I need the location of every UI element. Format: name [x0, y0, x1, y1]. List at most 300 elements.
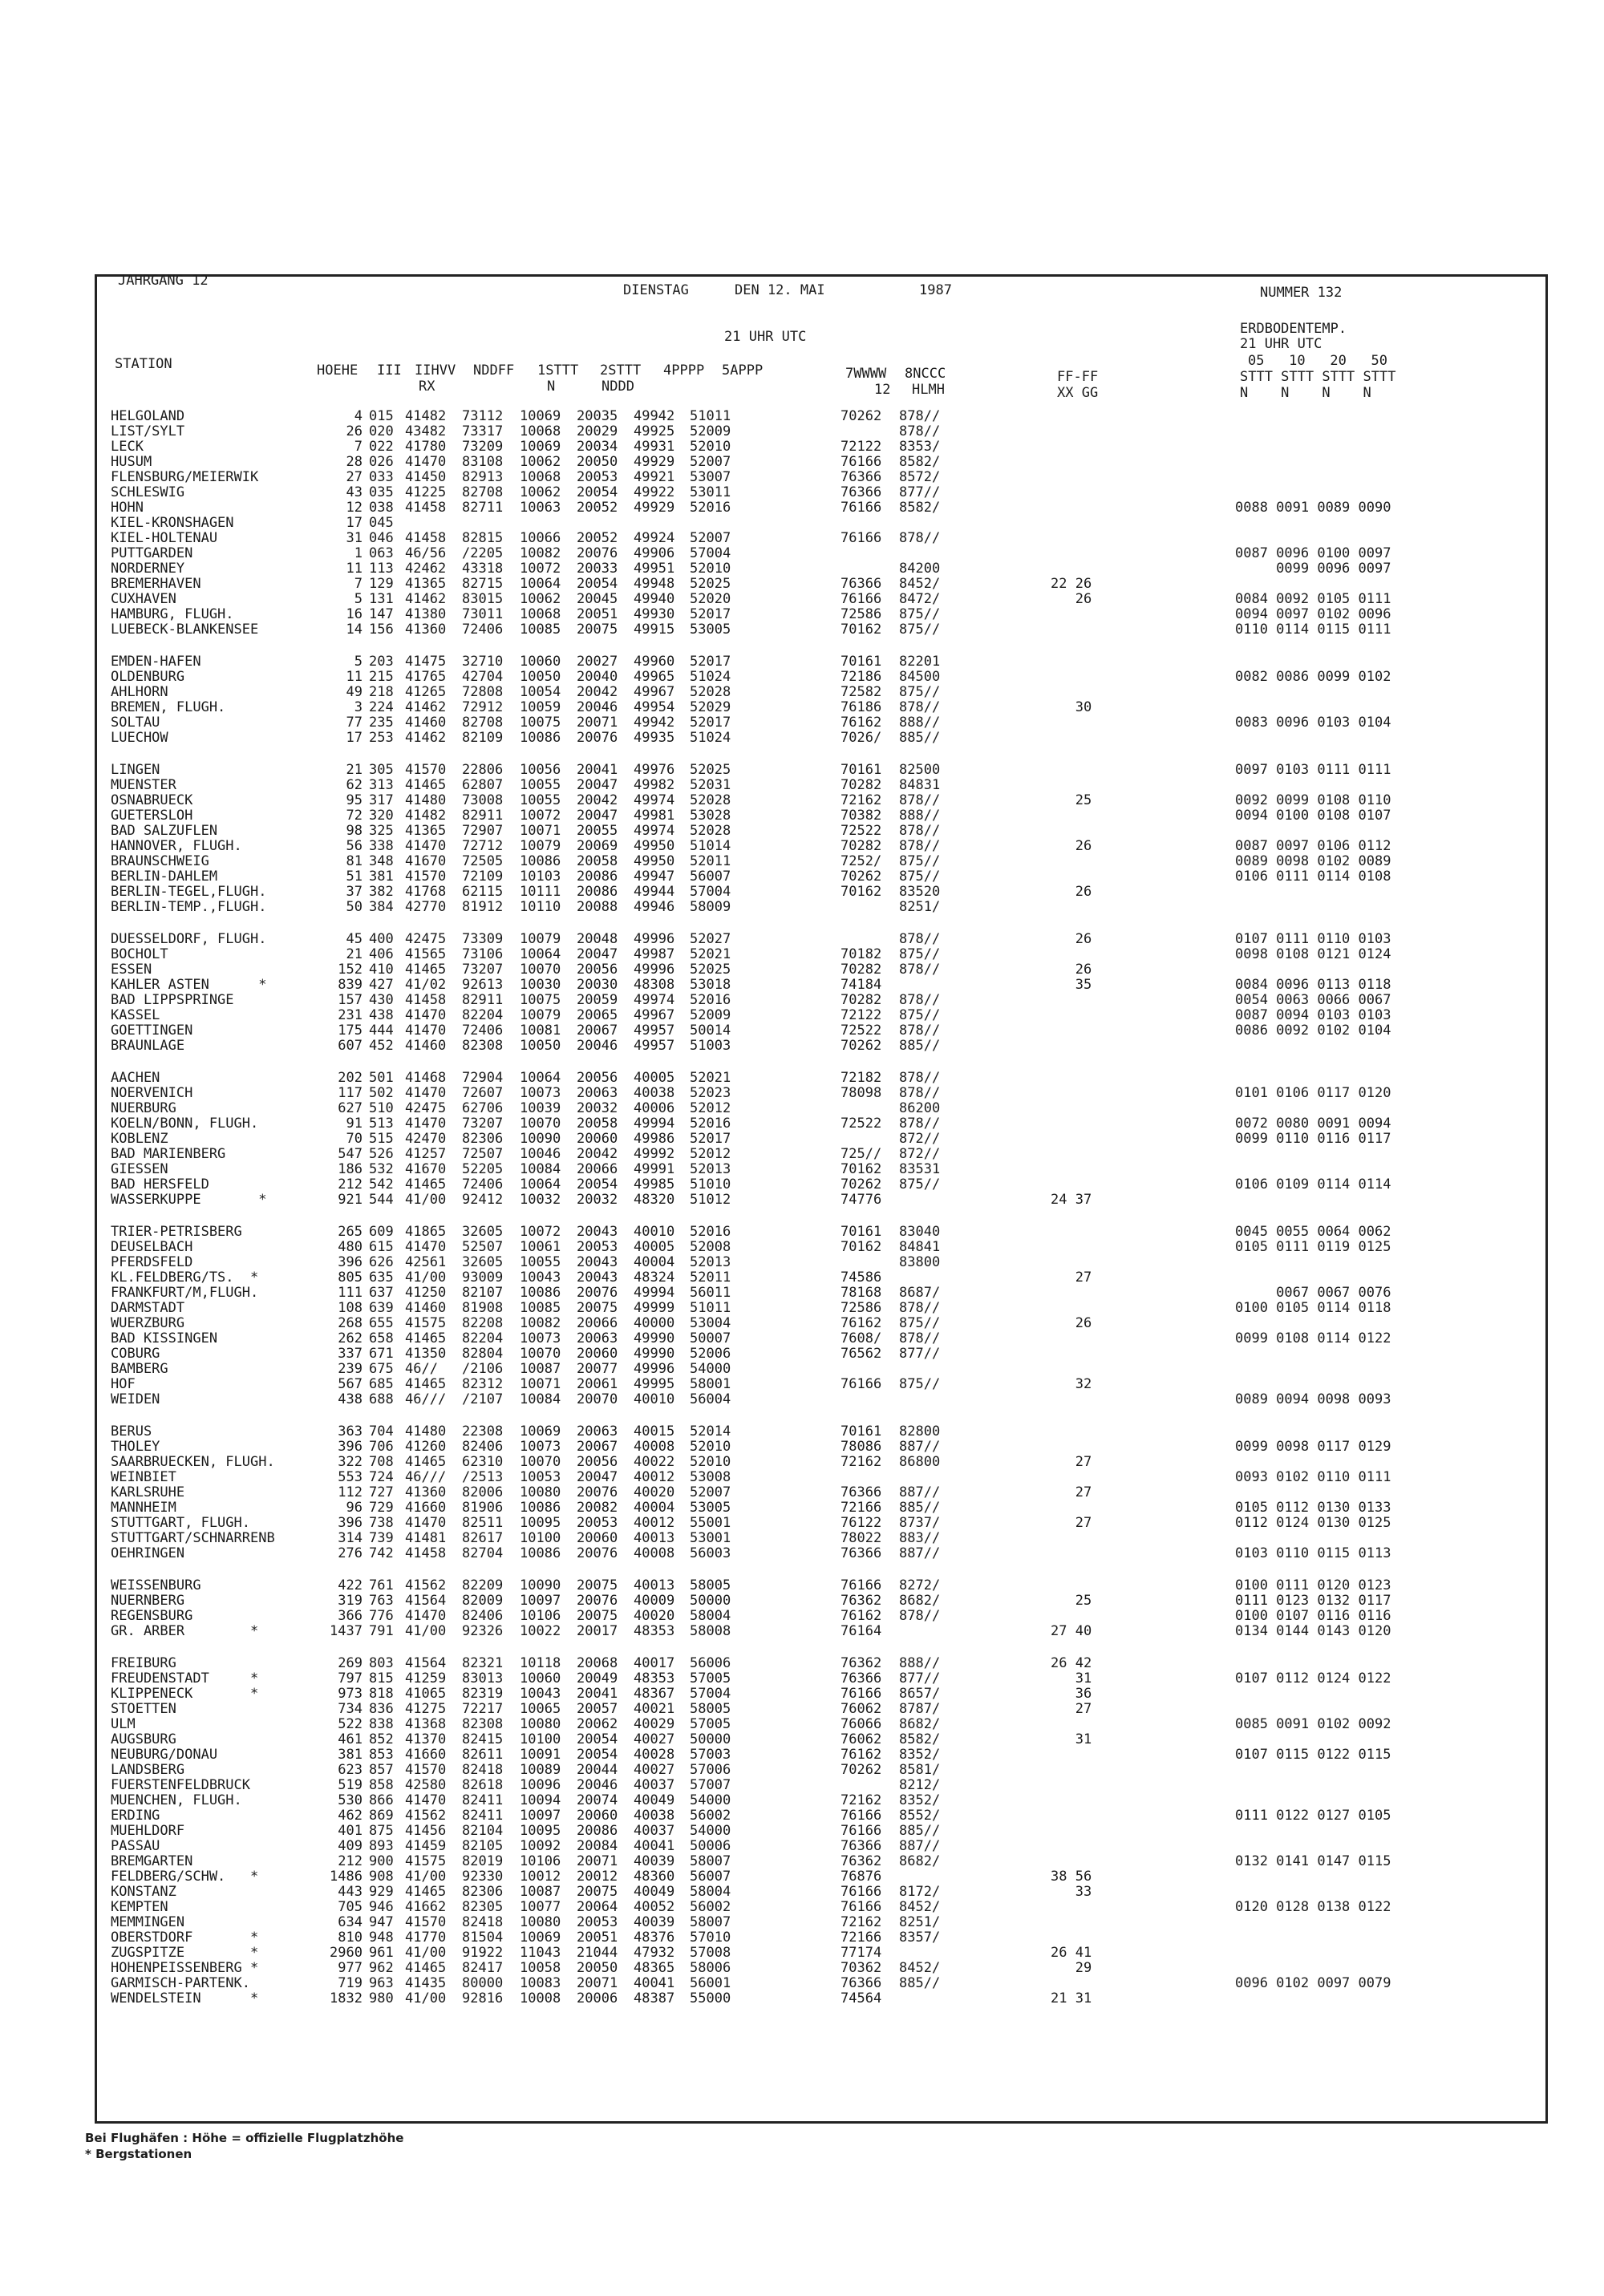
table-cell [1051, 715, 1092, 731]
table-cell: 76166 [840, 1899, 882, 1915]
table-cell: 22 26 [1051, 576, 1092, 592]
table-cell: 10079 [520, 1007, 561, 1023]
table-cell: 50000 [690, 1593, 731, 1609]
table-cell: 50 [346, 899, 363, 915]
table-cell [840, 424, 881, 439]
table-cell: 74564 [840, 1990, 882, 2006]
table-cell: 381 [338, 1747, 363, 1763]
table-cell [1051, 1609, 1092, 1624]
station-name: FRANKFURT/M,FLUGH. [111, 1285, 259, 1301]
table-cell [899, 1392, 940, 1407]
table-cell: 52028 [690, 792, 731, 808]
table-cell: 10089 [520, 1762, 561, 1778]
table-cell: 20076 [577, 730, 618, 746]
table-cell: 49942 [634, 408, 675, 424]
table-cell: 83040 [899, 1224, 941, 1240]
table-cell: 49948 [634, 576, 675, 592]
col-7wwww: 7WWWW [845, 366, 887, 382]
table-cell: 462 [338, 1808, 363, 1824]
table-cell: 73011 [462, 606, 504, 622]
table-cell [1051, 1147, 1092, 1162]
table-cell: 49967 [634, 684, 675, 700]
table-cell [1235, 1362, 1391, 1377]
year-label: JAHRGANG 12 [118, 273, 209, 289]
table-cell: 41380 [405, 606, 447, 622]
table-cell: 10039 [520, 1100, 561, 1116]
table-cell: 41575 [405, 1315, 447, 1331]
table-cell: 51003 [690, 1038, 731, 1054]
table-cell: 20076 [577, 1545, 618, 1561]
table-cell: 49960 [634, 654, 675, 670]
table-cell: 0089 0094 0098 0093 [1235, 1391, 1391, 1407]
table-cell: 74184 [840, 977, 882, 993]
table-cell: 41470 [405, 1608, 447, 1624]
station-name: KLIPPENECK * [111, 1686, 259, 1702]
table-cell: 8251/ [899, 1914, 941, 1930]
table-cell: 567 [338, 1376, 363, 1392]
table-cell: 10050 [520, 1038, 561, 1054]
table-cell: 82105 [462, 1838, 504, 1854]
table-cell: 82704 [462, 1545, 504, 1561]
table-cell: 40000 [634, 1315, 675, 1331]
station-name: WASSERKUPPE * [111, 1192, 267, 1208]
table-cell: 40052 [634, 1899, 675, 1915]
table-cell [1235, 1991, 1391, 2006]
table-cell [1235, 1162, 1391, 1177]
table-cell: 10069 [520, 439, 561, 455]
table-cell: 320 [369, 808, 394, 824]
table-cell: 82321 [462, 1655, 504, 1671]
table-cell [840, 1132, 881, 1147]
table-cell: 7 [354, 439, 363, 455]
table-cell: 212 [338, 1853, 363, 1869]
table-cell: 49992 [634, 1146, 675, 1162]
table-cell: 72162 [840, 1792, 882, 1808]
table-cell: 409 [338, 1838, 363, 1854]
table-cell: 8353/ [899, 439, 941, 455]
table-cell: 396 [338, 1439, 363, 1455]
table-cell: 72109 [462, 869, 504, 885]
table-cell: 77 [346, 715, 363, 731]
table-cell: 875// [899, 606, 941, 622]
table-cell: 52028 [690, 684, 731, 700]
table-cell: 348 [369, 853, 394, 869]
table-cell: 20068 [577, 1655, 618, 1671]
table-cell [899, 1869, 940, 1885]
table-cell: 70262 [840, 1038, 882, 1054]
table-cell: 82209 [462, 1577, 504, 1593]
station-name: KARLSRUHE [111, 1484, 185, 1500]
table-cell: 519 [338, 1777, 363, 1793]
table-cell: 40020 [634, 1484, 675, 1500]
table-cell: 70161 [840, 1224, 882, 1240]
table-cell: 20076 [577, 1593, 618, 1609]
table-cell: 10012 [520, 1869, 561, 1885]
table-cell: 49915 [634, 622, 675, 638]
table-cell: 878// [899, 1070, 941, 1086]
table-cell: 026 [369, 454, 394, 470]
table-cell: 57003 [690, 1747, 731, 1763]
table-cell: 10030 [520, 977, 561, 993]
table-cell: 10063 [520, 500, 561, 516]
table-cell: 20060 [577, 1808, 618, 1824]
table-cell: 82104 [462, 1823, 504, 1839]
table-cell [1051, 900, 1092, 915]
table-cell: 40029 [634, 1716, 675, 1732]
table-cell [520, 516, 561, 531]
table-cell: 52008 [690, 1239, 731, 1255]
table-cell: 42475 [405, 931, 447, 947]
table-cell: 20032 [577, 1100, 618, 1116]
table-cell: 72186 [840, 669, 882, 685]
table-cell: 41458 [405, 530, 447, 546]
table-cell: 0086 0092 0102 0104 [1235, 1022, 1391, 1039]
table-cell: 27 [1051, 1515, 1092, 1531]
table-cell: 53004 [690, 1315, 731, 1331]
table-cell: 20059 [577, 992, 618, 1008]
table-cell: 82006 [462, 1484, 504, 1500]
table-cell: 51014 [690, 838, 731, 854]
table-cell: 72712 [462, 838, 504, 854]
table-cell: 31 [1051, 1731, 1092, 1747]
table-cell: 84841 [899, 1239, 941, 1255]
station-name: KASSEL [111, 1007, 160, 1023]
table-cell: 41780 [405, 439, 447, 455]
table-cell [1051, 1546, 1092, 1561]
table-cell: 32710 [462, 654, 504, 670]
table-cell: 763 [369, 1593, 394, 1609]
table-cell: 10079 [520, 838, 561, 854]
footnote-mountain: * Bergstationen [85, 2147, 192, 2161]
table-cell: 70282 [840, 992, 882, 1008]
table-cell: 76366 [840, 1670, 882, 1687]
table-cell: 53011 [690, 484, 731, 500]
table-cell: 70262 [840, 869, 882, 885]
table-cell [1051, 485, 1092, 500]
table-cell: 10075 [520, 992, 561, 1008]
table-cell: 314 [338, 1530, 363, 1546]
table-cell: 49935 [634, 730, 675, 746]
table-cell [1235, 409, 1391, 424]
table-cell: 615 [369, 1239, 394, 1255]
table-cell: 52007 [690, 454, 731, 470]
table-cell: 41565 [405, 946, 447, 962]
table-cell [1051, 1470, 1092, 1485]
station-name: LUEBECK-BLANKENSEE [111, 622, 259, 638]
table-cell: 70262 [840, 408, 882, 424]
station-name: HELGOLAND [111, 408, 185, 424]
table-cell: 41470 [405, 1116, 447, 1132]
table-cell: 57005 [690, 1716, 731, 1732]
table-cell [1235, 1778, 1391, 1793]
table-cell: 84200 [899, 561, 941, 577]
issue-number: NUMMER 132 [1260, 285, 1343, 301]
table-cell: 10072 [520, 561, 561, 577]
table-cell: 113 [369, 561, 394, 577]
table-cell: 49930 [634, 606, 675, 622]
table-cell: 502 [369, 1085, 394, 1101]
table-cell: 74586 [840, 1269, 882, 1286]
table-cell: 501 [369, 1070, 394, 1086]
table-cell: 10073 [520, 1439, 561, 1455]
table-cell: 72912 [462, 699, 504, 715]
table-cell: 48353 [634, 1670, 675, 1687]
table-cell: 10091 [520, 1747, 561, 1763]
table-cell: 20051 [577, 606, 618, 622]
table-cell: 57004 [690, 1686, 731, 1702]
table-cell [1235, 1763, 1391, 1778]
table-cell: 20044 [577, 1762, 618, 1778]
table-cell: 76366 [840, 576, 882, 592]
table-cell: 48365 [634, 1960, 675, 1976]
table-cell: 10043 [520, 1686, 561, 1702]
table-cell: 41670 [405, 853, 447, 869]
table-cell: 40037 [634, 1777, 675, 1793]
table-cell: 317 [369, 792, 394, 808]
station-name: HANNOVER, FLUGH. [111, 838, 242, 854]
table-cell: 41435 [405, 1975, 447, 1991]
table-cell: 27 [1051, 1269, 1092, 1286]
table-cell: 92326 [462, 1623, 504, 1639]
table-cell [1235, 1377, 1391, 1392]
table-cell: 11 [346, 561, 363, 577]
table-cell: 53008 [690, 1469, 731, 1485]
table-cell: 41465 [405, 1884, 447, 1900]
table-cell: 0045 0055 0064 0062 [1235, 1224, 1391, 1240]
table-cell: 10083 [520, 1975, 561, 1991]
table-cell: 883// [899, 1530, 941, 1546]
table-cell: 41275 [405, 1701, 447, 1717]
table-cell: 8272/ [899, 1577, 941, 1593]
table-cell: 70282 [840, 838, 882, 854]
table-cell [1051, 685, 1092, 700]
table-cell: 443 [338, 1884, 363, 1900]
table-cell [1235, 824, 1391, 839]
table-cell [1051, 854, 1092, 869]
table-cell [690, 516, 731, 531]
table-cell: 81912 [462, 899, 504, 915]
table-cell: 8352/ [899, 1747, 941, 1763]
table-cell: 41465 [405, 777, 447, 793]
table-cell: 10086 [520, 730, 561, 746]
table-cell [1051, 1346, 1092, 1362]
table-cell: 878// [899, 699, 941, 715]
station-name: COBURG [111, 1346, 160, 1362]
table-cell: 52017 [690, 1131, 731, 1147]
table-cell: 265 [338, 1224, 363, 1240]
table-cell: 0089 0098 0102 0089 [1235, 853, 1391, 869]
station-name: FREIBURG [111, 1655, 176, 1671]
table-cell: 20041 [577, 762, 618, 778]
table-cell: 10111 [520, 884, 561, 900]
table-cell: 32 [1051, 1376, 1092, 1392]
table-cell: 10069 [520, 1423, 561, 1440]
table-cell: 51012 [690, 1192, 731, 1208]
table-cell: 10058 [520, 1960, 561, 1976]
table-cell: 53028 [690, 808, 731, 824]
table-cell: 41459 [405, 1838, 447, 1854]
station-name: SOLTAU [111, 715, 160, 731]
station-name: OSNABRUECK [111, 792, 193, 808]
table-cell: 0094 0097 0102 0096 [1235, 606, 1391, 622]
table-cell: 41770 [405, 1930, 447, 1946]
table-cell: 26 [1051, 884, 1092, 900]
table-cell: 20056 [577, 1454, 618, 1470]
table-cell: 885// [899, 1823, 941, 1839]
table-cell: 41462 [405, 730, 447, 746]
table-cell: 41265 [405, 684, 447, 700]
table-cell: 21044 [577, 1945, 618, 1961]
table-cell: 946 [369, 1899, 394, 1915]
table-cell: 49987 [634, 946, 675, 962]
station-name: KEMPTEN [111, 1899, 168, 1915]
table-cell: 82201 [899, 654, 941, 670]
table-cell: 86800 [899, 1454, 941, 1470]
col-iii: III [377, 362, 402, 379]
table-cell: 41/02 [405, 977, 447, 993]
col-7wwww-sub: 12 [874, 382, 891, 398]
table-cell: 40012 [634, 1469, 675, 1485]
table-cell: 82406 [462, 1439, 504, 1455]
table-cell: 73106 [462, 946, 504, 962]
table-cell: 49950 [634, 853, 675, 869]
table-cell: 76062 [840, 1701, 882, 1717]
table-cell: 27 40 [1051, 1623, 1092, 1639]
table-cell: 10043 [520, 1269, 561, 1286]
table-cell: 76062 [840, 1731, 882, 1747]
station-name: BREMERHAVEN [111, 576, 201, 592]
table-cell: 8172/ [899, 1884, 941, 1900]
table-cell: 49994 [634, 1116, 675, 1132]
table-cell: 20086 [577, 1823, 618, 1839]
date: DEN 12. MAI [735, 282, 825, 298]
table-cell: 40028 [634, 1747, 675, 1763]
table-cell: 49931 [634, 439, 675, 455]
table-cell: 49951 [634, 561, 675, 577]
table-cell: 41065 [405, 1686, 447, 1702]
table-cell: 268 [338, 1315, 363, 1331]
table-cell [1051, 1362, 1092, 1377]
table-cell: 49940 [634, 591, 675, 607]
table-cell: 84831 [899, 777, 941, 793]
table-cell: 70162 [840, 884, 882, 900]
table-cell: 705 [338, 1899, 363, 1915]
table-cell [840, 1101, 881, 1116]
table-cell: 53005 [690, 622, 731, 638]
table-cell: 530 [338, 1792, 363, 1808]
table-cell [1235, 1687, 1391, 1702]
table-cell [1051, 1240, 1092, 1255]
table-cell: 658 [369, 1330, 394, 1346]
table-cell: 0088 0091 0089 0090 [1235, 500, 1391, 516]
table-cell: 10106 [520, 1853, 561, 1869]
table-cell: 16 [346, 606, 363, 622]
table-cell: 58007 [690, 1914, 731, 1930]
table-cell: 49954 [634, 699, 675, 715]
table-cell: 0100 0107 0116 0116 [1235, 1608, 1391, 1624]
table-cell: 015 [369, 408, 394, 424]
table-cell: 41570 [405, 1914, 447, 1930]
table-cell [1051, 1039, 1092, 1054]
table-cell [1235, 1485, 1391, 1500]
table-cell: 42580 [405, 1777, 447, 1793]
table-cell: 52507 [462, 1239, 504, 1255]
table-cell: 41450 [405, 469, 447, 485]
table-cell: 86200 [899, 1100, 941, 1116]
table-cell: 84500 [899, 669, 941, 685]
table-cell: 41564 [405, 1655, 447, 1671]
table-cell: 41465 [405, 1454, 447, 1470]
table-cell: 72907 [462, 823, 504, 839]
table-cell: 734 [338, 1701, 363, 1717]
table-cell: 708 [369, 1454, 394, 1470]
table-cell: 40012 [634, 1515, 675, 1531]
table-cell: 0106 0111 0114 0108 [1235, 869, 1391, 885]
nddff-column [462, 409, 503, 2006]
station-name: HAMBURG, FLUGH. [111, 606, 234, 622]
table-cell: 20066 [577, 1161, 618, 1177]
table-cell: 40020 [634, 1608, 675, 1624]
station-name: KOBLENZ [111, 1131, 168, 1147]
table-cell: 49985 [634, 1176, 675, 1193]
table-cell: 836 [369, 1701, 394, 1717]
table-cell: 8737/ [899, 1515, 941, 1531]
table-cell: 82306 [462, 1131, 504, 1147]
col-1sttt: 1STTT [537, 362, 579, 379]
table-cell: 49950 [634, 838, 675, 854]
table-cell: 038 [369, 500, 394, 516]
table-cell: 0087 0094 0103 0103 [1235, 1007, 1391, 1023]
table-cell: 49957 [634, 1022, 675, 1039]
table-cell: 70182 [840, 946, 882, 962]
table-cell [1051, 1717, 1092, 1732]
table-cell: 853 [369, 1747, 394, 1763]
table-cell: 32605 [462, 1254, 504, 1270]
table-cell: 878// [899, 792, 941, 808]
table-cell: 49974 [634, 992, 675, 1008]
table-cell: 20032 [577, 1192, 618, 1208]
table-cell: 49921 [634, 469, 675, 485]
table-cell: 51011 [690, 1300, 731, 1316]
table-cell: 0093 0102 0110 0111 [1235, 1469, 1391, 1485]
table-cell: 76166 [840, 1577, 882, 1593]
station-name: PUTTGARDEN [111, 545, 193, 561]
table-cell: 878// [899, 1116, 941, 1132]
table-cell: 25 [1051, 1593, 1092, 1609]
table-cell: 41/00 [405, 1192, 447, 1208]
table-cell: 761 [369, 1577, 394, 1593]
table-cell: 41468 [405, 1070, 447, 1086]
table-cell: 72182 [840, 1070, 882, 1086]
table-cell: 10062 [520, 484, 561, 500]
table-cell: 20063 [577, 1330, 618, 1346]
table-cell: 76166 [840, 1884, 882, 1900]
table-cell: 82911 [462, 992, 504, 1008]
station-name: SCHLESWIG [111, 484, 185, 500]
table-cell: 58004 [690, 1608, 731, 1624]
table-cell: 53005 [690, 1500, 731, 1516]
table-cell: 56002 [690, 1899, 731, 1915]
table-cell: 93009 [462, 1269, 504, 1286]
table-cell: 10080 [520, 1914, 561, 1930]
table-cell: 885// [899, 1038, 941, 1054]
station-name: ESSEN [111, 962, 152, 978]
soil-n: N N N N [1240, 385, 1371, 401]
station-name: BERUS [111, 1423, 152, 1440]
table-cell: 73207 [462, 1116, 504, 1132]
table-cell: 72522 [840, 1022, 882, 1039]
table-cell: 76166 [840, 1376, 882, 1392]
